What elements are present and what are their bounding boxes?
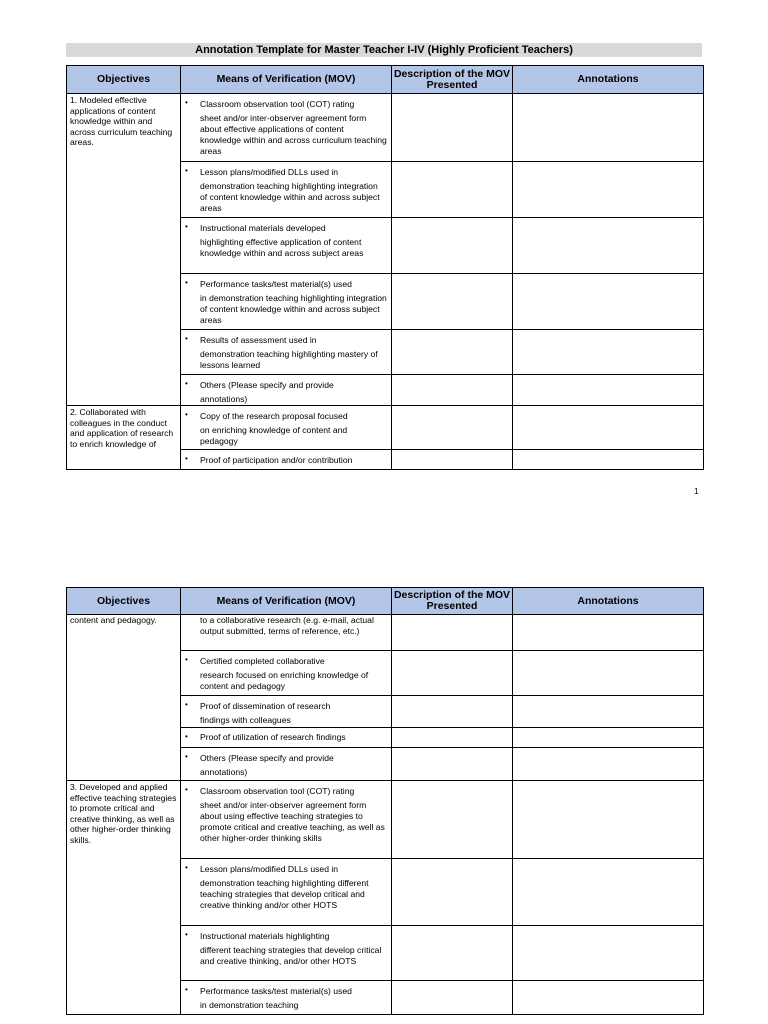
annotation-cell[interactable] [513, 94, 704, 162]
description-cell[interactable] [392, 781, 513, 859]
bullet-icon: • [185, 454, 188, 464]
mov-text-cont: annotations) [200, 394, 248, 405]
bullet-icon: • [185, 98, 188, 107]
mov-text: Performance tasks/test material(s) used [200, 986, 352, 996]
bullet-icon: • [185, 985, 188, 994]
description-cell[interactable] [392, 926, 513, 981]
mov-cell [181, 375, 392, 406]
mov-text: Copy of the research proposal focused [200, 411, 348, 422]
mov-text: Results of assessment used in [200, 335, 317, 345]
mov-cell [181, 728, 392, 748]
annotation-cell[interactable] [513, 748, 704, 781]
objective-text: 3. Developed and applied effective teaching strategies to promote critical and creative thinking, as well as other higher-order thinking skills. [70, 782, 177, 845]
mov-text-cont: demonstration teaching highlighting different teaching strategies that develop critical and creative thinking and/or other HOTS [200, 878, 369, 911]
bullet-icon: • [185, 655, 188, 664]
annotation-cell[interactable] [513, 375, 704, 406]
description-cell[interactable] [392, 450, 513, 470]
header-annotations: Annotations [513, 588, 704, 615]
mov-text: Classroom observation tool (COT) rating [200, 99, 355, 109]
header-mov: Means of Verification (MOV) [181, 588, 392, 615]
document-title: Annotation Template for Master Teacher I-IV (Highly Proficient Teachers) [66, 43, 702, 57]
bullet-icon: • [185, 752, 188, 761]
mov-text: Performance tasks/test material(s) used [200, 279, 352, 289]
mov-text-cont: demonstration teaching highlighting mastery of lessons learned [200, 349, 378, 371]
mov-cell [181, 218, 392, 274]
table-row [67, 615, 704, 651]
mov-cell [181, 94, 392, 162]
table-row [67, 94, 704, 162]
mov-cell [181, 696, 392, 728]
annotation-table-page-1 [66, 65, 704, 470]
mov-text: Proof of dissemination of research [200, 701, 331, 711]
bullet-icon: • [185, 863, 188, 872]
annotation-cell[interactable] [513, 651, 704, 696]
header-objectives: Objectives [67, 588, 181, 615]
mov-cell [181, 781, 392, 859]
objective-cell [67, 94, 181, 406]
description-cell[interactable] [392, 651, 513, 696]
mov-cell [181, 651, 392, 696]
header-annotations: Annotations [513, 66, 704, 94]
description-cell[interactable] [392, 162, 513, 218]
bullet-icon: • [185, 785, 188, 794]
mov-text-cont: sheet and/or inter-observer agreement form about effective applications of content knowledge within and across curriculum teaching areas [200, 113, 387, 157]
annotation-cell[interactable] [513, 330, 704, 375]
mov-text-cont: sheet and/or inter-observer agreement form about using effective teaching strategies to promote critical and creative teaching, as well as other higher-order thinking skills [200, 800, 385, 844]
annotation-cell[interactable] [513, 615, 704, 651]
header-objectives: Objectives [67, 66, 181, 94]
bullet-icon: • [185, 222, 188, 231]
mov-text: Others (Please specify and provide [200, 380, 334, 390]
objective-text: 1. Modeled effective applications of content knowledge within and across curriculum teaching areas. [70, 95, 173, 147]
description-cell[interactable] [392, 94, 513, 162]
description-cell[interactable] [392, 330, 513, 375]
annotation-cell[interactable] [513, 728, 704, 748]
mov-text: Lesson plans/modified DLLs used in [200, 167, 339, 177]
annotation-cell[interactable] [513, 406, 704, 450]
bullet-icon: • [185, 700, 188, 709]
mov-text-cont: in demonstration teaching highlighting integration of content knowledge within and across subject areas [200, 293, 387, 326]
bullet-icon: • [185, 732, 188, 741]
mov-text: Lesson plans/modified DLLs used in [200, 864, 339, 874]
mov-text: Proof of utilization of research findings [200, 732, 346, 742]
mov-cell [181, 162, 392, 218]
bullet-icon: • [185, 278, 188, 287]
table-row [67, 781, 704, 859]
annotation-cell[interactable] [513, 218, 704, 274]
description-cell[interactable] [392, 274, 513, 330]
mov-text: Others (Please specify and provide [200, 753, 334, 763]
mov-cell [181, 859, 392, 926]
mov-cell [181, 450, 392, 470]
mov-text-cont: highlighting effective application of content knowledge within and across subject areas [200, 237, 364, 259]
annotation-cell[interactable] [513, 781, 704, 859]
annotation-cell[interactable] [513, 274, 704, 330]
annotation-cell[interactable] [513, 162, 704, 218]
mov-text-cont: on enriching knowledge of content and pedagogy [200, 425, 348, 447]
description-cell[interactable] [392, 406, 513, 450]
description-cell[interactable] [392, 375, 513, 406]
mov-text-cont: demonstration teaching highlighting integration of content knowledge within and across subject areas [200, 181, 380, 214]
bullet-icon: • [185, 334, 188, 343]
mov-text-cont: findings with colleagues [200, 715, 291, 726]
objective-cell [67, 406, 181, 470]
annotation-table-page-2 [66, 587, 704, 1015]
header-mov: Means of Verification (MOV) [181, 66, 392, 94]
mov-text-cont: different teaching strategies that develop critical and creative thinking, and/or other HOTS [200, 945, 382, 967]
page-number: 1 [694, 486, 699, 496]
description-cell[interactable] [392, 981, 513, 1015]
mov-cell [181, 274, 392, 330]
annotation-cell[interactable] [513, 859, 704, 926]
bullet-icon: • [185, 166, 188, 175]
description-cell[interactable] [392, 748, 513, 781]
mov-cell [181, 926, 392, 981]
description-cell[interactable] [392, 615, 513, 651]
mov-text: Instructional materials highlighting [200, 931, 330, 941]
mov-text: Certified completed collaborative [200, 656, 325, 666]
bullet-icon: • [185, 410, 188, 420]
bullet-icon: • [185, 930, 188, 939]
bullet-icon: • [185, 379, 188, 388]
objective-text: content and pedagogy. [70, 615, 157, 625]
mov-text-cont: research focused on enriching knowledge of content and pedagogy [200, 670, 369, 692]
annotation-cell[interactable] [513, 450, 704, 470]
mov-cell [181, 981, 392, 1015]
mov-cell [181, 615, 392, 651]
header-description: Description of the MOV Presented [392, 66, 513, 94]
mov-text: Classroom observation tool (COT) rating [200, 786, 355, 796]
annotation-cell[interactable] [513, 981, 704, 1015]
table-row [67, 406, 704, 450]
mov-cell [181, 406, 392, 450]
mov-text-cont: annotations) [200, 767, 248, 778]
annotation-cell[interactable] [513, 926, 704, 981]
mov-cell [181, 330, 392, 375]
objective-cell [67, 781, 181, 1015]
mov-text-cont: in demonstration teaching [200, 1000, 299, 1011]
mov-text-cont: to a collaborative research (e.g. e-mail, actual output submitted, terms of reference, etc.) [200, 615, 374, 636]
header-description: Description of the MOV Presented [392, 588, 513, 615]
annotation-cell[interactable] [513, 696, 704, 728]
mov-cell [181, 748, 392, 781]
objective-cell [67, 615, 181, 781]
mov-text: Proof of participation and/or contribution [200, 455, 353, 466]
objective-text: 2. Collaborated with colleagues in the conduct and application of research to enrich knowledge of [70, 407, 174, 449]
description-cell[interactable] [392, 728, 513, 748]
mov-text: Instructional materials developed [200, 223, 326, 233]
description-cell[interactable] [392, 696, 513, 728]
description-cell[interactable] [392, 218, 513, 274]
description-cell[interactable] [392, 859, 513, 926]
